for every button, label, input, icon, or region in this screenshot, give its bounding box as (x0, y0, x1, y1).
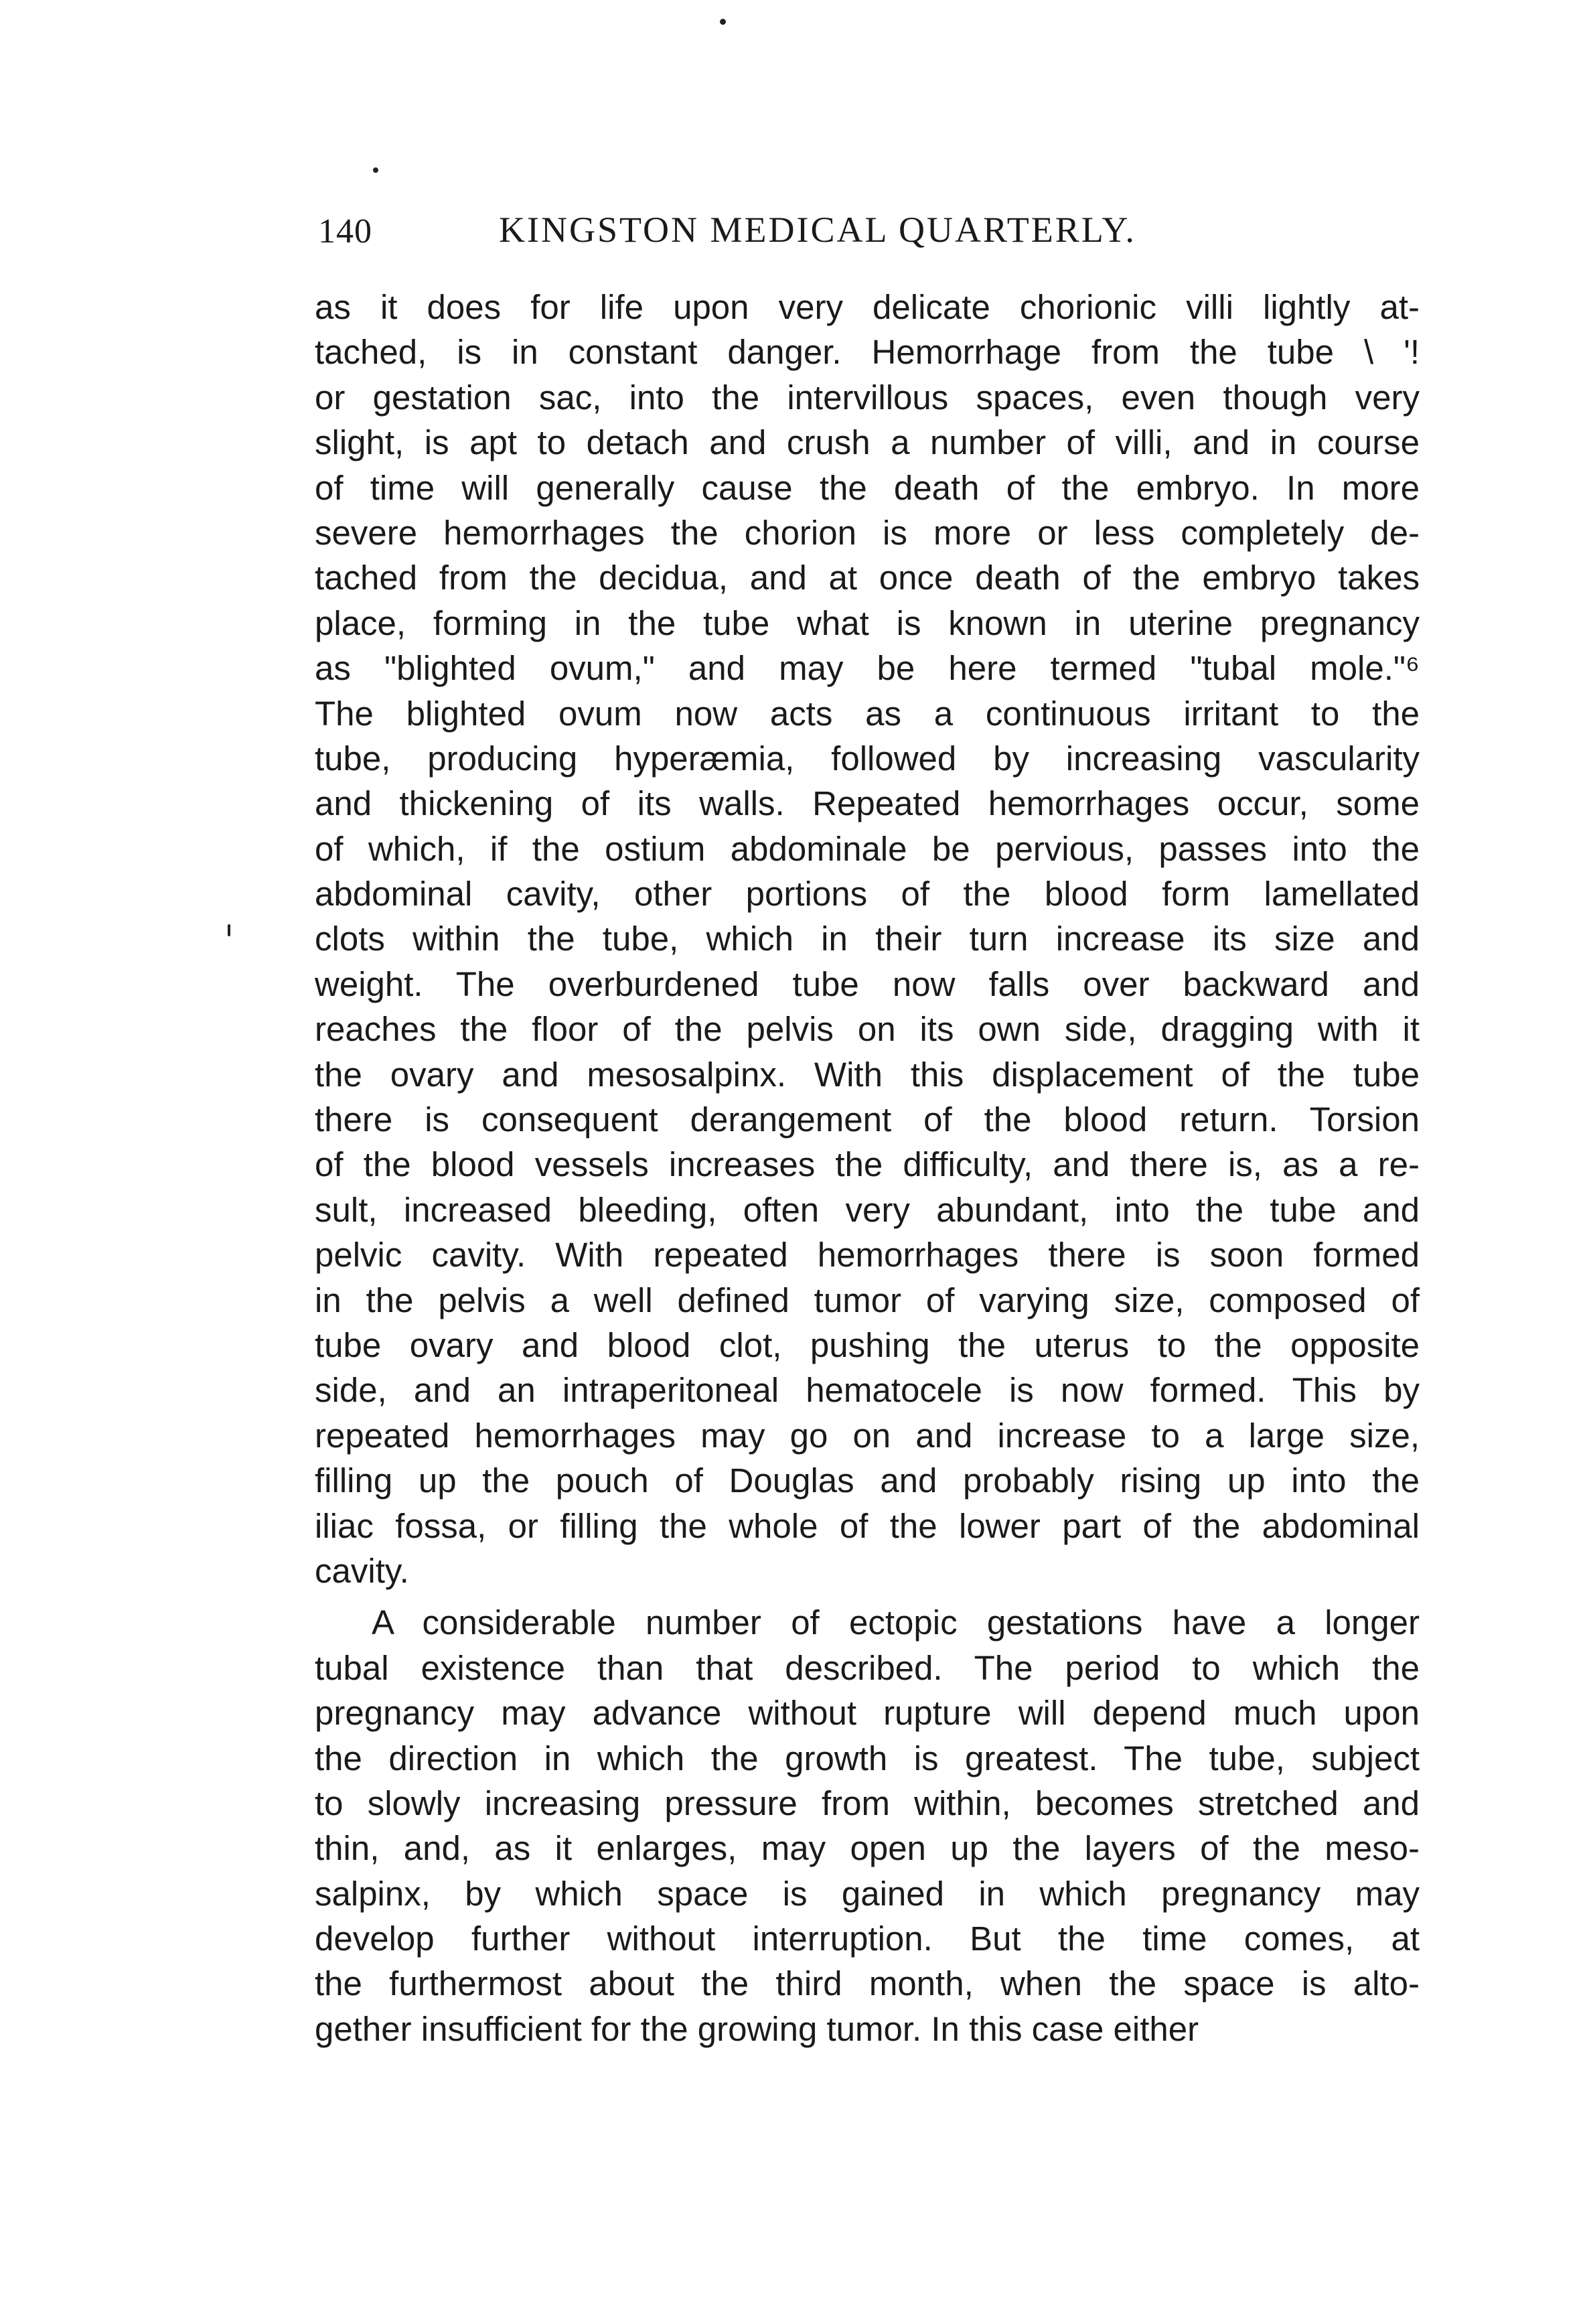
text-line: iliac fossa, or filling the whole of the lower part of the abdominal (315, 1506, 1420, 1545)
journal-title: KINGSTON MEDICAL QUARTERLY. (499, 210, 1136, 250)
text-line: The blighted ovum now acts as a continuous irritant to the (315, 694, 1420, 733)
text-line: gether insufficient for the growing tumor. In this case either (315, 2009, 1199, 2048)
text-line: place, forming in the tube what is known in uterine pregnancy (315, 603, 1420, 642)
ink-speck (373, 167, 378, 173)
text-line: tached from the decidua, and at once death of the embryo takes (315, 559, 1420, 597)
text-line: or gestation sac, into the intervillous spaces, even though very (315, 378, 1420, 417)
text-line: tube ovary and blood clot, pushing the uterus to the opposite (315, 1325, 1420, 1364)
text-line: tubal existence than that described. The period to which the (315, 1648, 1420, 1687)
text-line: pregnancy may advance without rupture will depend much upon (315, 1694, 1420, 1733)
text-line: in the pelvis a well defined tumor of varying size, composed of (315, 1281, 1420, 1319)
text-line: as "blighted ovum," and may be here termed "tubal mole."⁶ (315, 649, 1420, 688)
paragraph (315, 1600, 1420, 2051)
text-line: slight, is apt to detach and crush a number of villi, and in course (315, 423, 1420, 462)
text-line: of time will generally cause the death of the embryo. In more (315, 468, 1420, 507)
text-line: of which, if the ostium abdominale be pervious, passes into the (315, 829, 1420, 868)
text-line: abdominal cavity, other portions of the blood form lamellated (315, 875, 1420, 914)
text-line: and thickening of its walls. Repeated hemorrhages occur, some (315, 784, 1420, 823)
text-line: side, and an intraperitoneal hematocele is now formed. This by (315, 1371, 1420, 1410)
paragraph-gap (315, 1593, 1420, 1600)
text-line: clots within the tube, which in their turn increase its size and (315, 920, 1420, 958)
text-line: thin, and, as it enlarges, may open up the layers of the meso- (315, 1829, 1420, 1868)
paragraph (315, 285, 1420, 1593)
text-line: filling up the pouch of Douglas and probably rising up into the (315, 1461, 1420, 1500)
text-line: reaches the floor of the pelvis on its own side, dragging with it (315, 1010, 1420, 1049)
text-line: cavity. (315, 1551, 409, 1590)
text-line: severe hemorrhages the chorion is more or less completely de- (315, 513, 1420, 552)
text-line: tube, producing hyperæmia, followed by increasing vascularity (315, 739, 1420, 778)
ink-speck (720, 19, 726, 25)
page-number: 140 (318, 212, 372, 250)
text-line: A considerable number of ectopic gestations have a longer (372, 1603, 1420, 1642)
text-line: the ovary and mesosalpinx. With this displacement of the tube (315, 1055, 1420, 1094)
text-line: repeated hemorrhages may go on and increase to a large size, (315, 1416, 1420, 1455)
running-head (318, 208, 1416, 261)
text-line: pelvic cavity. With repeated hemorrhages there is soon formed (315, 1236, 1420, 1275)
text-line: there is consequent derangement of the blood return. Torsion (315, 1100, 1420, 1139)
text-line: tached, is in constant danger. Hemorrhage from the tube \ '! (315, 333, 1420, 372)
text-line: weight. The overburdened tube now falls over backward and (315, 964, 1420, 1003)
text-line: sult, increased bleeding, often very abundant, into the tube and (315, 1190, 1420, 1229)
text-line: as it does for life upon very delicate chorionic villi lightly at- (315, 288, 1420, 326)
text-line: develop further without interruption. But the time comes, at (315, 1919, 1420, 1958)
text-line: the direction in which the growth is greatest. The tube, subject (315, 1739, 1420, 1777)
ink-speck (228, 924, 230, 936)
text-line: of the blood vessels increases the difficulty, and there is, as a re- (315, 1145, 1420, 1184)
text-line: the furthermost about the third month, when the space is alto- (315, 1964, 1420, 2003)
article-body (315, 285, 1420, 2051)
text-line: to slowly increasing pressure from within, becomes stretched and (315, 1784, 1420, 1822)
text-line: salpinx, by which space is gained in which pregnancy may (315, 1874, 1420, 1913)
